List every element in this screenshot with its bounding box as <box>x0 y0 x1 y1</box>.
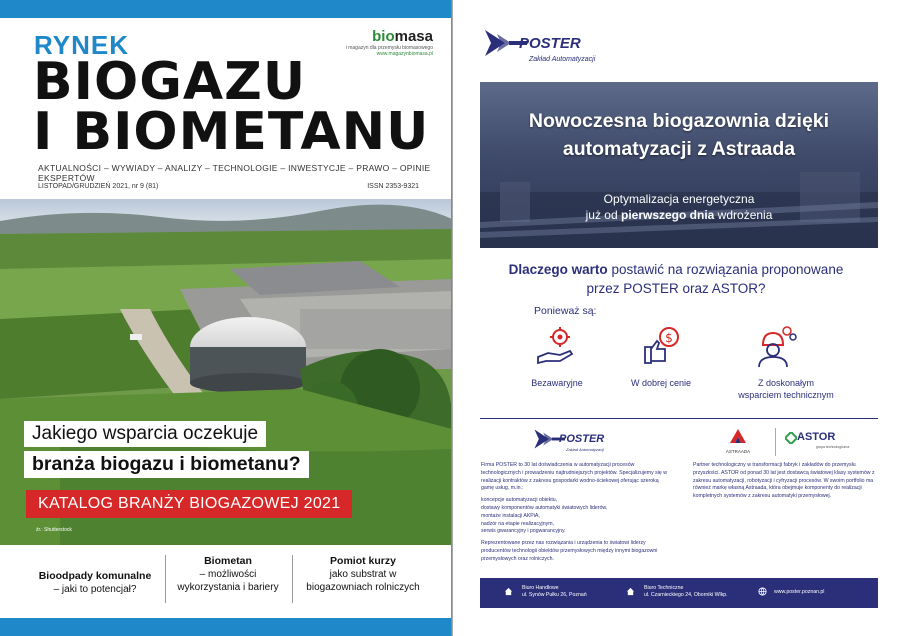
banner-heading-line1: Nowoczesna biogazownia dzięki <box>528 110 830 132</box>
poster-description: Firma POSTER to 30 lat doświadczenia w automatyzacji procesów technologicznych i prowadzeniu najtrudniejszych projektów. Specjalizujemy się w realizacji kontraktów z zakresu gospodarki wodno-ściekowej oferując szeroką gamę usług, m.in.: koncepcje automatyzacji obiektu, dostawy komponentów automatyki światowych liderów, montaże instalacji AKPiA, nadzór na etapie realizacyjnym, serwis gwarancyjny i pogwarancyjny. Reprezentowane przez nas rozwiązania i urządzenia to światowi liderzy producentów technologii obiektów przemysłowych między innymi biogazowni przemysłowych oraz rolniczych. <box>481 462 667 562</box>
teaser-divider <box>292 555 293 603</box>
astor-subtitle: grupa technologiczna <box>816 445 850 449</box>
poster-advertisement <box>452 0 898 636</box>
astraada-logo: ASTRAADA <box>723 428 753 454</box>
gear-hand-icon <box>534 323 580 369</box>
catalog-banner: KATALOG BRANŻY BIOGAZOWEJ 2021 <box>26 490 352 518</box>
headline-line1: Jakiego wsparcia oczekuje <box>24 421 266 447</box>
magazine-title-line1: BIOGAZU <box>33 52 307 112</box>
astor-logo-icon <box>785 432 797 444</box>
bottom-blue-bar <box>0 618 451 636</box>
question-line1: Dlaczego warto postawić na rozwiązania proponowane <box>508 262 844 277</box>
teaser-divider <box>165 555 166 603</box>
office-sales: Biuro Handlowe ul. Synów Pułku 26, Poznań <box>522 585 587 598</box>
home-icon <box>504 587 513 596</box>
technician-gears-icon <box>753 323 799 369</box>
banner-subline1: Optymalizacja energetyczna <box>603 192 755 206</box>
issue-number: LISTOPAD/GRUDZIEŃ 2021, nr 9 (81) <box>38 183 159 190</box>
photo-credit: źr.: Shutterstock <box>36 527 72 533</box>
feature-label-reliable: Bezawaryjne <box>531 378 583 388</box>
astraada-logo-icon <box>729 428 747 444</box>
svg-text:$: $ <box>665 331 673 345</box>
feature-label-good-price: W dobrej cenie <box>630 378 692 388</box>
issn: ISSN 2353-9321 <box>367 183 419 190</box>
cover-tagline: AKTUALNOŚCI – WYWIADY – ANALIZY – TECHNOLOGIE – INWESTYCJE – PRAWO – OPINIE EKSPERTÓW <box>38 163 431 183</box>
teaser-bioodpady: Bioodpady komunalne – jaki to potencjał? <box>38 570 152 595</box>
headline-line2: branża biogazu i biometanu? <box>24 451 309 478</box>
office-technical: Biuro Techniczne ul. Czarnieckiego 24, Oborniki Wlkp. <box>644 585 728 598</box>
top-blue-bar <box>0 0 451 18</box>
website-link[interactable]: www.poster.poznan.pl <box>774 589 825 595</box>
section-divider <box>480 418 878 419</box>
poster-logo: POSTER Zakład Automatyzacji <box>483 28 527 63</box>
thumbs-up-dollar-icon <box>639 323 685 369</box>
banner-heading-line2: automatyzacji z Astraada <box>562 138 796 160</box>
hero-banner <box>480 82 878 248</box>
biomasa-logo: biomasa i magazyn dla przemysłu biomasowego www.magazynbiomasa.pl <box>345 28 433 57</box>
magazine-title-line2: I BIOMETANU <box>33 102 430 162</box>
home-icon <box>626 587 635 596</box>
feature-label-support: Z doskonałym wsparciem technicznym <box>738 378 834 400</box>
astor-logo: ASTOR <box>797 431 836 443</box>
magazine-title-rynek: RYNEK <box>34 30 130 60</box>
globe-icon <box>758 587 767 596</box>
logo-separator <box>775 428 776 456</box>
because-label: Ponieważ są: <box>534 305 597 317</box>
poster-logo-small: POSTER Zakład Automatyzacji <box>533 428 565 455</box>
teaser-pomiot-kurzy: Pomiot kurzy jako substrat w biogazowniach rolniczych <box>306 555 420 593</box>
contact-footer <box>480 578 878 608</box>
banner-subline2: już od pierwszego dnia wdrożenia <box>585 208 773 222</box>
teaser-biometan: Biometan – możliwości wykorzystania i bariery <box>177 555 279 593</box>
astor-description: Partner technologiczny w transformacji fabryk i zakładów do przemysłu przyszłości. ASTOR od ponad 30 lat jest dostawcą światowej klasy systemów z zakresu automatyzacji, robotyzacji i cyfryzacji procesów. W swoim portfolio ma również markę własną Astraada, która obejmuje komponenty do realizacji kompletnych systemów z zakresu automatyki przemysłowej. <box>693 462 875 500</box>
question-line2: przez POSTER oraz ASTOR? <box>586 281 766 296</box>
